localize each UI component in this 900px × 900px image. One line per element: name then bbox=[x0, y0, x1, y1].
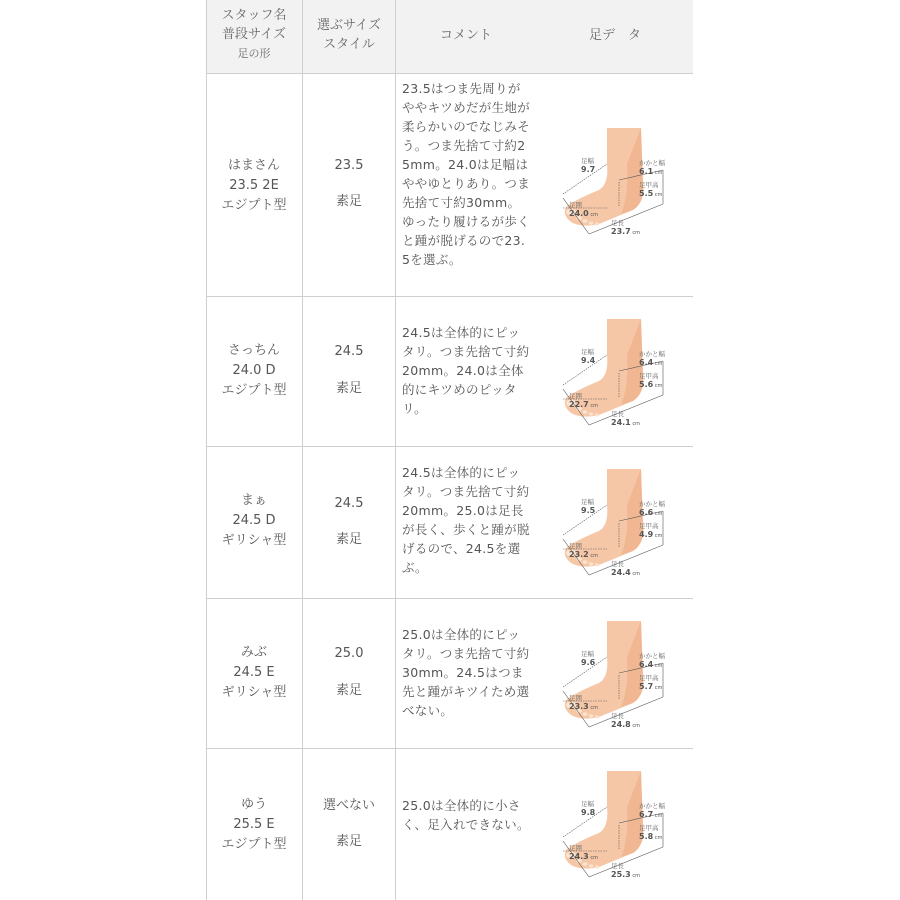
foot-girth-value: 22.7 cm bbox=[569, 400, 598, 409]
foot-data-cell bbox=[537, 749, 693, 900]
table-row bbox=[206, 74, 693, 297]
foot-width-label: 足幅 bbox=[581, 650, 594, 658]
size-cell bbox=[303, 297, 395, 446]
unit-label: cm bbox=[653, 192, 663, 198]
foot-shape: ギリシャ型 bbox=[221, 685, 287, 700]
chosen-size: 23.5 bbox=[334, 158, 364, 173]
unit-label: cm bbox=[588, 212, 598, 218]
header-comment-col bbox=[396, 0, 536, 73]
staff-name: ゆう bbox=[240, 797, 267, 812]
foot-girth-label: 足囲 bbox=[569, 392, 582, 400]
staff-name: さっちん bbox=[227, 343, 280, 358]
header-style-label: スタイル bbox=[323, 37, 375, 52]
staff-name: まぁ bbox=[240, 493, 267, 508]
comment-cell bbox=[396, 447, 536, 598]
wear-style: 素足 bbox=[335, 834, 362, 849]
foot-length-value: 24.4 cm bbox=[611, 568, 640, 577]
unit-label: cm bbox=[630, 230, 640, 236]
staff-cell bbox=[206, 599, 302, 748]
staff-name: みぶ bbox=[240, 645, 267, 660]
foot-girth-label: 足囲 bbox=[569, 694, 582, 702]
arch-height-label: 足甲高 bbox=[639, 181, 659, 189]
foot-length-value: 23.7 cm bbox=[611, 227, 640, 236]
chosen-size: 選べない bbox=[322, 798, 375, 813]
staff-cell bbox=[206, 297, 302, 446]
foot-length-label: 足長 bbox=[611, 862, 624, 870]
foot-diagram bbox=[559, 767, 671, 887]
usual-size: 23.5 2E bbox=[229, 178, 279, 193]
arch-height-label: 足甲高 bbox=[639, 674, 659, 682]
wear-style: 素足 bbox=[335, 532, 362, 547]
foot-girth-label: 足囲 bbox=[569, 201, 582, 209]
foot-width-label: 足幅 bbox=[581, 348, 594, 356]
header-size-col bbox=[303, 0, 395, 73]
chosen-size: 25.0 bbox=[334, 646, 364, 661]
arch-height-value: 5.6 cm bbox=[639, 380, 663, 389]
heel-width-value: 6.4 cm bbox=[639, 660, 663, 669]
foot-length-value: 25.3 cm bbox=[611, 870, 640, 879]
size-cell bbox=[303, 74, 395, 296]
column-divider bbox=[395, 0, 396, 900]
unit-label: cm bbox=[653, 813, 663, 819]
foot-girth-value: 24.0 cm bbox=[569, 209, 598, 218]
comment-cell bbox=[396, 749, 536, 900]
usual-size: 24.5 E bbox=[233, 665, 275, 680]
foot-width-value: 9.5 bbox=[581, 506, 596, 515]
unit-label: cm bbox=[653, 533, 663, 539]
header-name-col bbox=[206, 0, 302, 73]
comment-cell bbox=[396, 297, 536, 446]
foot-length-value: 24.1 cm bbox=[611, 418, 640, 427]
unit-label: cm bbox=[630, 571, 640, 577]
foot-girth-value: 23.3 cm bbox=[569, 702, 598, 711]
foot-length-label: 足長 bbox=[611, 219, 624, 227]
staff-size-table bbox=[206, 0, 693, 900]
foot-diagram bbox=[559, 315, 671, 435]
staff-cell bbox=[206, 749, 302, 900]
wear-style: 素足 bbox=[335, 194, 362, 209]
usual-size: 24.0 D bbox=[232, 363, 276, 378]
unit-label: cm bbox=[588, 705, 598, 711]
arch-height-label: 足甲高 bbox=[639, 824, 659, 832]
unit-label: cm bbox=[653, 685, 663, 691]
table-row bbox=[206, 447, 693, 599]
comment-text: 25.0は全体的に小さく、足入れできない。 bbox=[402, 798, 530, 832]
usual-size: 25.5 E bbox=[233, 817, 275, 832]
foot-width-value: 9.8 bbox=[581, 808, 596, 817]
arch-height-value: 5.8 cm bbox=[639, 832, 663, 841]
heel-width-value: 6.7 cm bbox=[639, 810, 663, 819]
header-data-col bbox=[537, 0, 693, 73]
foot-girth-value: 23.2 cm bbox=[569, 550, 598, 559]
arch-height-value: 4.9 cm bbox=[639, 530, 663, 539]
header-foot-data-label: 足デ タ bbox=[588, 28, 641, 43]
size-cell bbox=[303, 447, 395, 598]
comment-text: 23.5はつま先周りがややキツめだが生地が柔らかいのでなじみそう。つま先捨て寸約25mm。24.0は足幅はややゆとりあり。つま先捨て寸約30mm。ゆったり履けるが歩くと踵が脱げるので23.5を選ぶ。 bbox=[402, 81, 531, 267]
heel-width-value: 6.4 cm bbox=[639, 358, 663, 367]
foot-width-value: 9.4 bbox=[581, 356, 596, 365]
foot-diagram bbox=[559, 124, 671, 244]
arch-height-value: 5.7 cm bbox=[639, 682, 663, 691]
foot-length-label: 足長 bbox=[611, 712, 624, 720]
wear-style: 素足 bbox=[335, 683, 362, 698]
chosen-size: 24.5 bbox=[334, 496, 364, 511]
size-cell bbox=[303, 599, 395, 748]
comment-cell bbox=[396, 599, 536, 748]
usual-size: 24.5 D bbox=[232, 513, 276, 528]
unit-label: cm bbox=[588, 553, 598, 559]
wear-style: 素足 bbox=[335, 381, 362, 396]
comment-text: 24.5は全体的にピッタリ。つま先捨て寸約20mm。24.0は全体的にキツめのピッタリ。 bbox=[402, 325, 530, 416]
unit-label: cm bbox=[653, 361, 663, 367]
size-cell bbox=[303, 749, 395, 900]
foot-girth-label: 足囲 bbox=[569, 844, 582, 852]
foot-width-value: 9.6 bbox=[581, 658, 596, 667]
staff-cell bbox=[206, 74, 302, 296]
table-row bbox=[206, 599, 693, 749]
heel-width-label: かかと幅 bbox=[639, 500, 665, 508]
comment-cell bbox=[396, 74, 536, 296]
staff-cell bbox=[206, 447, 302, 598]
unit-label: cm bbox=[630, 421, 640, 427]
foot-width-value: 9.7 bbox=[581, 165, 596, 174]
foot-length-value: 24.8 cm bbox=[611, 720, 640, 729]
foot-girth-label: 足囲 bbox=[569, 542, 582, 550]
heel-width-label: かかと幅 bbox=[639, 159, 665, 167]
arch-height-value: 5.5 cm bbox=[639, 189, 663, 198]
arch-height-label: 足甲高 bbox=[639, 372, 659, 380]
foot-data-cell bbox=[537, 74, 693, 296]
foot-shape: エジプト型 bbox=[221, 198, 287, 213]
unit-label: cm bbox=[653, 663, 663, 669]
foot-shape: エジプト型 bbox=[221, 837, 287, 852]
foot-length-label: 足長 bbox=[611, 560, 624, 568]
unit-label: cm bbox=[653, 835, 663, 841]
unit-label: cm bbox=[630, 723, 640, 729]
header-name-label: スタッフ名 bbox=[221, 8, 287, 23]
table-row bbox=[206, 297, 693, 447]
unit-label: cm bbox=[653, 170, 663, 176]
foot-girth-value: 24.3 cm bbox=[569, 852, 598, 861]
foot-length-label: 足長 bbox=[611, 410, 624, 418]
comment-text: 24.5は全体的にピッタリ。つま先捨て寸約20mm。25.0は足長が長く、歩くと踵が脱げるので、24.5を選ぶ。 bbox=[402, 465, 530, 575]
foot-data-cell bbox=[537, 447, 693, 598]
foot-diagram bbox=[559, 617, 671, 737]
staff-name: はまさん bbox=[227, 158, 280, 173]
heel-width-value: 6.6 cm bbox=[639, 508, 663, 517]
foot-shape: ギリシャ型 bbox=[221, 533, 287, 548]
unit-label: cm bbox=[588, 855, 598, 861]
header-comment-label: コメント bbox=[439, 28, 492, 43]
arch-height-label: 足甲高 bbox=[639, 522, 659, 530]
header-foot-shape-label: 足の形 bbox=[237, 47, 271, 60]
unit-label: cm bbox=[630, 873, 640, 879]
foot-width-label: 足幅 bbox=[581, 800, 594, 808]
table-border-left bbox=[206, 0, 207, 900]
heel-width-label: かかと幅 bbox=[639, 652, 665, 660]
heel-width-label: かかと幅 bbox=[639, 350, 665, 358]
foot-width-label: 足幅 bbox=[581, 498, 594, 506]
heel-width-value: 6.1 cm bbox=[639, 167, 663, 176]
foot-data-cell bbox=[537, 297, 693, 446]
column-divider bbox=[302, 0, 303, 900]
chosen-size: 24.5 bbox=[334, 344, 364, 359]
foot-width-label: 足幅 bbox=[581, 157, 594, 165]
unit-label: cm bbox=[653, 383, 663, 389]
heel-width-label: かかと幅 bbox=[639, 802, 665, 810]
header-chosen-size-label: 選ぶサイズ bbox=[317, 18, 381, 33]
foot-diagram bbox=[559, 465, 671, 585]
unit-label: cm bbox=[588, 403, 598, 409]
table-row bbox=[206, 749, 693, 900]
foot-shape: エジプト型 bbox=[221, 383, 287, 398]
table-header bbox=[206, 0, 693, 74]
foot-data-cell bbox=[537, 599, 693, 748]
comment-text: 25.0は全体的にピッタリ。つま先捨て寸約30mm。24.5はつま先と踵がキツイため選べない。 bbox=[402, 627, 530, 718]
header-usual-size-label: 普段サイズ bbox=[222, 27, 286, 42]
unit-label: cm bbox=[653, 511, 663, 517]
